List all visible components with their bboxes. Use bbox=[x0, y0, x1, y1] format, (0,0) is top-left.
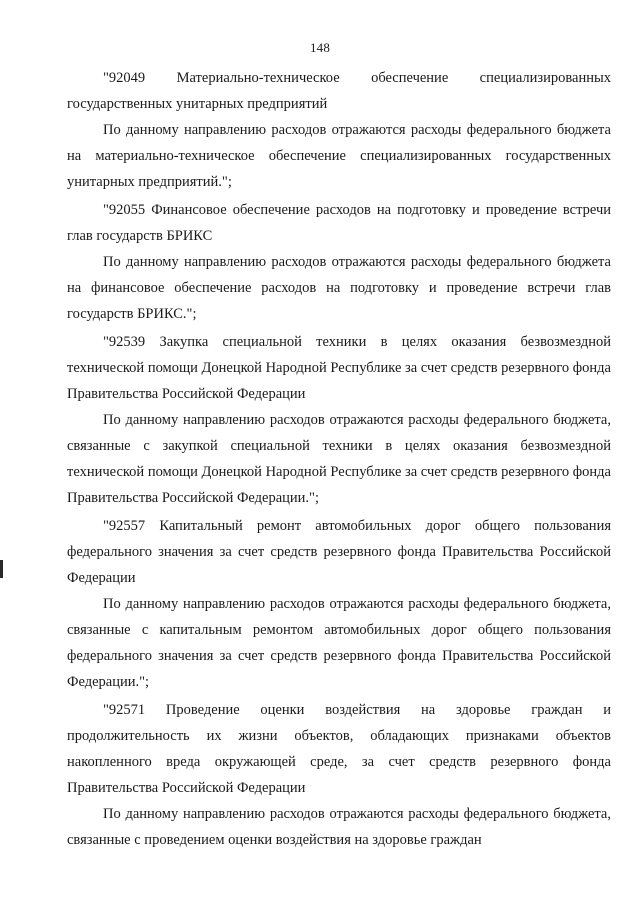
document-body bbox=[67, 63, 611, 853]
section-description-92055: По данному направлению расходов отражаются расходы федерального бюджета на финансовое обеспечение расходов на подготовку и проведение встречи глав государств БРИКС."; bbox=[67, 254, 611, 322]
section-description-92049: По данному направлению расходов отражаются расходы федерального бюджета на материально-техническое обеспечение специализированных государственных унитарных предприятий."; bbox=[67, 122, 611, 190]
section-heading-92049: "92049 Материально-техническое обеспечение специализированных государственных унитарных предприятий bbox=[67, 70, 611, 112]
section-heading-92557: "92557 Капитальный ремонт автомобильных дорог общего пользования федерального значения за счет средств резервного фонда Правительства Российской Федерации bbox=[67, 518, 611, 586]
section-description-92539: По данному направлению расходов отражаются расходы федерального бюджета, связанные с закупкой специальной техники в целях оказания безвозмездной технической помощи Донецкой Народной Республике за счет средств резервного фонда Правительства Российской Федерации."; bbox=[67, 412, 611, 506]
section-description-92571: По данному направлению расходов отражаются расходы федерального бюджета, связанные с проведением оценки воздействия на здоровье граждан bbox=[67, 806, 611, 848]
section-description-92557: По данному направлению расходов отражаются расходы федерального бюджета, связанные с капитальным ремонтом автомобильных дорог общего пользования федерального значения за счет средств резервного фонда Правительства Российской Федерации."; bbox=[67, 596, 611, 690]
section-heading-92571: "92571 Проведение оценки воздействия на здоровье граждан и продолжительность их жизни объектов, обладающих признаками объектов накопленного вреда окружающей среде, за счет средств резервного фонда Правительства Российской Федерации bbox=[67, 702, 611, 796]
section-heading-92055: "92055 Финансовое обеспечение расходов на подготовку и проведение встречи глав государств БРИКС bbox=[67, 202, 611, 244]
page-number: 148 bbox=[309, 40, 331, 55]
scan-edge-mark bbox=[0, 560, 3, 578]
section-heading-92539: "92539 Закупка специальной техники в целях оказания безвозмездной технической помощи Донецкой Народной Республике за счет средств резервного фонда Правительства Российской Федерации bbox=[67, 334, 611, 402]
